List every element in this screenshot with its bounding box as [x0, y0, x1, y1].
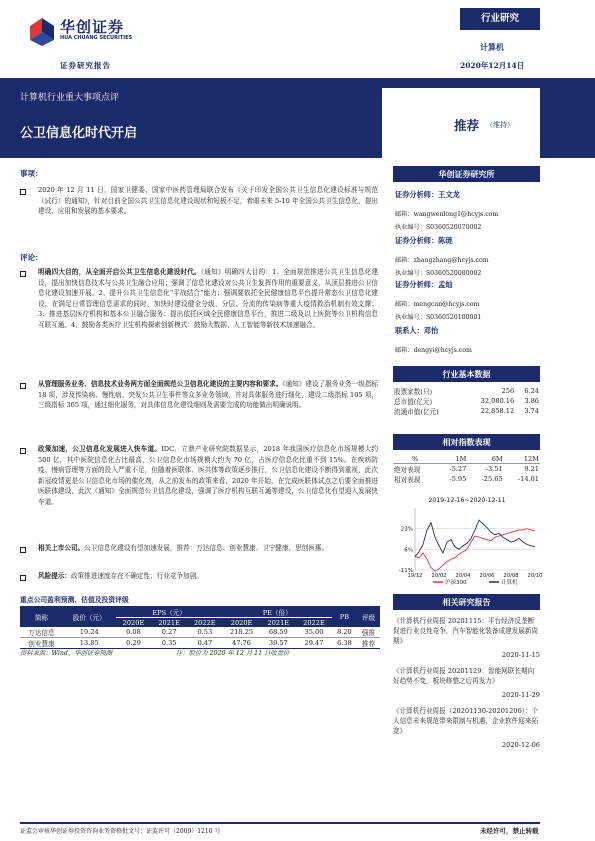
relative-chart	[393, 494, 543, 586]
related-list	[393, 616, 540, 750]
title-banner	[0, 78, 595, 158]
comment-lead: 相关上市公司。	[38, 544, 85, 552]
table-cell: 0.47	[197, 639, 213, 648]
x-tick-label: 20/04	[455, 573, 471, 579]
footer-license: 证监会审核华创证券投资咨询业务资格批文号：证监许可（2009）1210 号	[20, 828, 221, 835]
rating-note: （维持）	[486, 121, 514, 129]
table-cell: 股票家数(只)	[394, 388, 433, 396]
table-cell: 3.74	[524, 407, 539, 415]
comment-lead: 明确四大目的，从全面开启公共卫生信息化建设时代。	[38, 268, 201, 276]
related-item[interactable]: 《计算机行业周报 20201129：智能网联长期向好趋势不变，板块修整之后再发力》	[393, 667, 535, 685]
footer-notice: 未经许可，禁止转载	[480, 827, 539, 835]
table-row	[393, 474, 540, 484]
table-row	[393, 454, 540, 464]
comment-text: 《通知》建设了服务业务一级指标 18 项，涉及传染病、慢性病、突发公共卫生事件等众多业务领域，并对具体服务进行细化，建设二级指标 105 项，三级指标 365 项，通过细化服务，对具体信息化建设细则及需要完成的功能做出明确说明。	[38, 380, 379, 410]
banner-subtitle: 计算机行业重大事项点评	[20, 93, 120, 103]
pe-group-header: PE（倍）	[223, 607, 332, 618]
x-tick-label: 19/12	[407, 573, 423, 579]
company-table-title: 重点公司盈利预测、估值及投资评级	[20, 596, 129, 604]
email-label: 邮箱：	[395, 211, 414, 218]
related-date: 2020-11-29	[501, 691, 540, 699]
comment-lead: 政策加速，公卫信息化发展进入快车道。	[38, 445, 162, 453]
eps-group-header: EPS（元）	[116, 607, 223, 618]
comment-item-2	[38, 379, 378, 411]
comment-item-4	[38, 543, 378, 554]
bullet-icon	[20, 547, 26, 553]
col-header: 2022E	[193, 618, 216, 627]
table-row	[20, 627, 380, 638]
table-cell: 6.38	[337, 639, 352, 648]
table-cell: 13.85	[79, 639, 99, 648]
legend-label: 计算机	[501, 580, 518, 586]
report-date: 2020年12月14日	[460, 61, 525, 70]
table-note: 注：股价为 2020 年 12 月 11 日收盘价	[176, 650, 290, 657]
y-tick-label: -11%	[398, 568, 413, 574]
related-header: 相关研究报告	[393, 594, 540, 610]
table-cell: 22,858.12	[480, 407, 515, 415]
col-header: 6M	[491, 454, 503, 463]
analyst-role: 证券分析师：	[395, 236, 439, 245]
email-label: 邮箱：	[395, 347, 414, 354]
table-cell: 相对表现	[394, 476, 421, 485]
comment-heading: 评论：	[20, 253, 43, 262]
contact	[395, 326, 540, 354]
bullet-icon	[20, 575, 26, 581]
table-cell: 0.27	[161, 628, 177, 637]
analysts-header: 华创证券研究所	[393, 166, 540, 182]
related-date: 2020-11-15	[501, 651, 540, 659]
analyst-name: 陈琏	[438, 236, 453, 245]
logo-cn: 华创证券	[60, 18, 125, 36]
chart-title: 2019-12-16~2020-12-11	[428, 497, 506, 504]
table-cell: -3.51	[485, 465, 503, 474]
y-tick-label: 6%	[404, 547, 413, 554]
related-item[interactable]: 《计算机行业周报（20201130-20201206）：个人信息未来规范带来限制与机遇，企业软件迎来拓宽》	[393, 707, 539, 735]
table-cell: 47.76	[232, 639, 251, 648]
sidebar	[393, 166, 543, 806]
contact-email[interactable]: dengyi@hcyjs.com	[413, 347, 472, 354]
footer-divider	[20, 822, 540, 824]
x-tick-label: 20/06	[479, 573, 495, 579]
event-text: 2020 年 12 月 11 日，国家卫健委、国家中医药管理局联合发布《关于印发全国公共卫生信息化建设标准与规范（试行）的通知》，针对目前全国公共卫生信息化建设现状和短板不足，着眼未来 5-10 年全国公共卫生信息化，提出建设、应用和发展的基本要求。	[38, 186, 378, 216]
table-cell: 29.47	[304, 639, 324, 648]
table-cell: 万达信息	[28, 629, 55, 638]
table-cell: 3.86	[524, 397, 539, 405]
series-line-0	[415, 529, 535, 572]
table-cell: 绝对表现	[394, 466, 421, 475]
analyst-role: 证券分析师：	[395, 190, 439, 199]
col-header: 2021E	[267, 618, 290, 627]
comment-item-5	[38, 571, 378, 582]
cert-label: 执业编号：	[395, 314, 426, 321]
x-tick-label: 20/10	[527, 573, 543, 579]
basic-data-header: 行业基本数据	[393, 366, 540, 382]
table-row	[393, 386, 540, 396]
rating: 推荐	[454, 118, 480, 133]
comment-lead: 从管理服务业务、信息技术业务两方面全面规范公卫信息化建设的主要内容和要求。	[38, 380, 283, 388]
report-type-box: 行业研究	[460, 8, 540, 30]
table-cell: 256	[501, 387, 515, 395]
series-line-1	[415, 520, 535, 556]
legend-label: 沪深300	[445, 580, 467, 586]
table-cell: 0.29	[126, 639, 141, 648]
analyst-3	[395, 280, 540, 321]
col-header: 2022E	[303, 618, 325, 627]
sector: 计算机	[480, 42, 504, 52]
contact-name: 邓怡	[423, 326, 439, 335]
related-item[interactable]: 《计算机行业周报 20201115：平台经济反垄断促进行业良性竞争，汽车智能化装备成建发展新周期》	[393, 617, 539, 645]
bullet-icon	[20, 271, 26, 277]
comment-item-1	[38, 267, 378, 331]
table-cell: 32,080.16	[480, 397, 515, 405]
table-cell: 0.35	[161, 639, 177, 648]
y-tick-label: 23%	[400, 526, 413, 533]
basic-data-table	[393, 386, 540, 416]
comment-lead: 风险提示：	[38, 572, 71, 580]
analyst-2	[395, 236, 540, 277]
table-cell: 强推	[361, 629, 376, 638]
analyst-cert: S0360520070002	[425, 224, 482, 231]
bullet-icon	[20, 383, 26, 389]
x-tick-label: 20/08	[503, 573, 519, 579]
event-heading: 事项：	[20, 169, 43, 178]
bullet-icon	[20, 448, 26, 454]
table-cell: -25.65	[481, 475, 503, 484]
company-table	[20, 606, 380, 649]
table-cell: 0.08	[126, 628, 141, 637]
logo-en: HUA CHUANG SECURITIES	[60, 35, 133, 41]
analyst-email[interactable]: zhangzhang@hcyjs.com	[413, 257, 489, 264]
analyst-email[interactable]: mengcan@hcyjs.com	[413, 301, 480, 308]
col-header: 简称	[34, 614, 49, 623]
relative-table	[393, 454, 540, 484]
relative-header: 相对指数表现	[393, 434, 540, 450]
col-header: 2021E	[158, 618, 180, 627]
rating-box	[382, 88, 540, 158]
table-cell: 39.57	[268, 639, 288, 648]
col-header: 股价（元）	[72, 614, 106, 623]
col-header: 2020E	[122, 618, 145, 627]
table-cell: 9.21	[524, 465, 539, 474]
col-header: %	[412, 454, 419, 463]
logo-mark-icon	[28, 16, 56, 46]
logo	[28, 14, 158, 54]
related-date: 2020-12-06	[501, 741, 540, 749]
table-cell: 推荐	[361, 640, 376, 649]
table-cell: 8.20	[337, 628, 352, 637]
comment-item-3	[38, 444, 378, 508]
table-cell: 0.53	[197, 628, 213, 637]
table-cell: 218.25	[230, 628, 254, 637]
tagline: 证券研究报告	[60, 61, 111, 70]
comment-text: 《通知》明确四大目的：1、全面规范推进公共卫生信息化建设，提出加快信息技术与公共卫生融合应用；强调了信息化建设对公共卫生发挥作用的重要意义，从顶层推进公卫信息化建设加速开展。2、提升公共卫生信息化“平战结合”能力；强调要依托全民健康信息平台提升常态公卫信息化建设，在满足日常管理信息需求的同时，加快时建设健全分级、分层、分流的传染病等重大疫情救治机制有效支撑；3、推进基层医疗机构和基本公卫融合服务：提出依托区域全民健康信息平台，推进二级及以上医院等公卫机构信息互联互通。4、鼓励各类医疗卫生机构探索创新模式：鼓励大数据、人工智能等新技术加速融合。	[38, 268, 378, 329]
table-row	[393, 464, 540, 475]
page-title: 公卫信息化时代开启	[20, 126, 138, 141]
table-row	[20, 638, 380, 649]
comment-text: 公卫信息化建设有望加速发展，推荐：万达信息、创业慧康、卫宁健康、思创医惠。	[84, 544, 329, 552]
analyst-email[interactable]: wangwenlong1@hcyjs.com	[413, 211, 499, 218]
table-cell: 流通市值(亿元)	[394, 408, 439, 416]
table-cell: 总市值(亿元)	[394, 398, 433, 406]
table-row	[393, 406, 540, 416]
analyst-name: 孟灿	[438, 280, 453, 289]
col-header: 1M	[455, 454, 467, 463]
col-header: 评级	[361, 614, 376, 623]
col-header: PB	[339, 613, 350, 622]
bullet-icon	[20, 189, 26, 195]
analyst-1	[395, 190, 540, 231]
analyst-role: 证券分析师：	[395, 280, 439, 289]
analyst-name: 王文龙	[438, 190, 460, 199]
analyst-cert: S0360520100001	[425, 314, 482, 321]
table-cell: -14.01	[517, 475, 539, 484]
email-label: 邮箱：	[395, 301, 414, 308]
table-cell: -5.95	[449, 475, 467, 484]
col-header: 2020E	[230, 618, 253, 627]
comment-text: IDC、立鼎产业研究院数据显示，2018 年我国医疗信息化市场规模大约 500 亿，其中医院信息化占比最高，公卫信息化市场规模大约为 70 亿，占医疗信息化比重不到 15%。在疾病防疫、慢病管理等方面的投入严重不足，但随着医联体、医共体等政策逐步推行，公卫信息化建设不断得到重视，此次新冠疫情更是公卫信息化市场的催化剂，从之前发布的政策来看，2020 年开始，在完成医联体试点之后要全面推进医联体建设，此次《通知》全面规范公卫信息化建设，强调了医疗机构互联互通等建设，公卫信息化有望迎入发展快车道。	[38, 445, 379, 506]
table-row	[393, 396, 540, 406]
table-cell: 6.24	[524, 387, 539, 395]
cert-label: 执业编号：	[395, 270, 426, 277]
x-tick-label: 20/02	[431, 573, 447, 579]
table-cell: -5.27	[449, 465, 467, 474]
table-cell: 19.24	[79, 628, 99, 637]
table-cell: 68.59	[268, 628, 288, 637]
table-cell: 35.00	[304, 628, 324, 637]
contact-role: 联系人：	[395, 326, 424, 335]
col-header: 12M	[523, 454, 539, 463]
analyst-cert: S0360520080002	[425, 270, 482, 277]
table-cell: 创业慧康	[28, 640, 55, 649]
cert-label: 执业编号：	[395, 224, 426, 231]
table-source: 资料来源：Wind，华创证券预测	[20, 650, 113, 657]
comment-text: 政策推进速度存在不确定性；行业竞争加剧。	[70, 572, 203, 580]
email-label: 邮箱：	[395, 257, 414, 264]
